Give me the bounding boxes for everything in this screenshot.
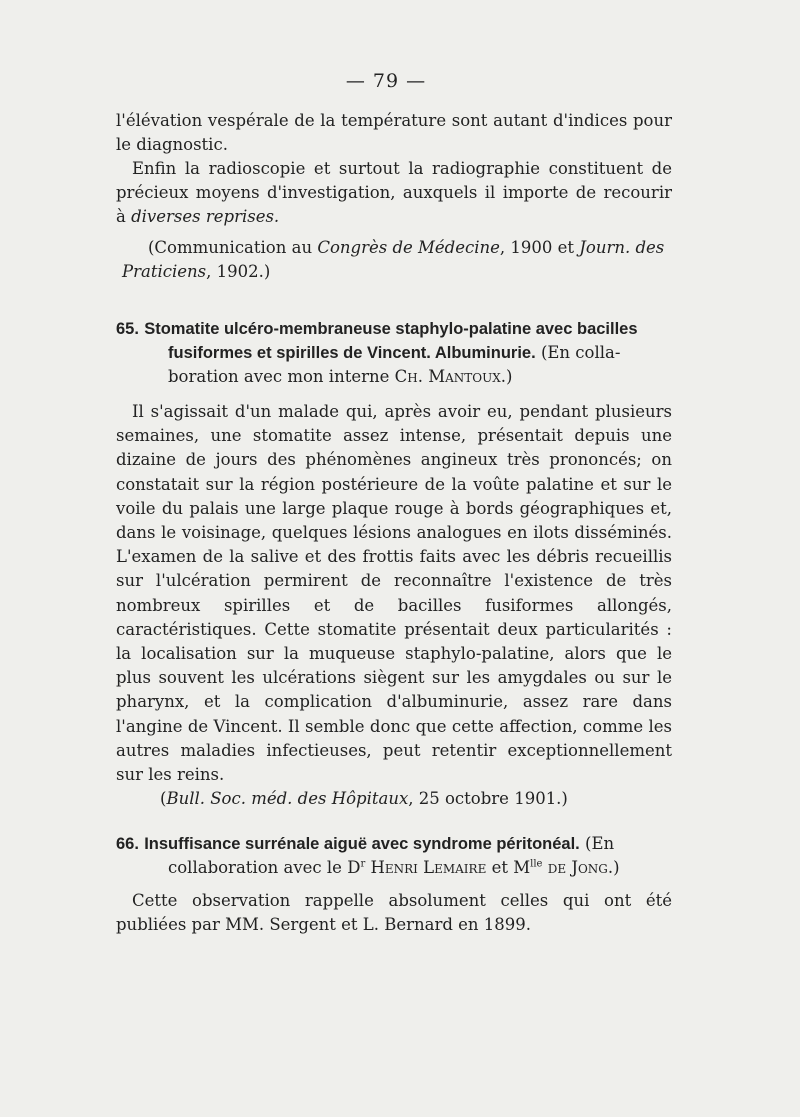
citation1-journal1: Congrès de Médecine (317, 238, 500, 257)
paragraph-stomatite: Il s'agissait d'un malade qui, après avoir eu, pendant plusieurs semaines, une stomatite assez intense, présentait depuis une dizaine de jours des phénomènes angineux très prononcés; on constatait sur la région postérieure de la voûte palatine et sur le voile du palais une large plaque rouge à bords géographiques et, dans le voisinage, quelques lésions analogues en ilots disséminés. L'examen de la salive et des frottis faits avec les débris recueillis sur l'ulcération permirent de reconnaître l'existence de très nombreux spirilles et de bacilles fusiformes allongés, caractéristiques. Cette stomatite présentait deux particularités : la localisation sur la muqueuse staphylo-palatine, alors que le plus souvent les ulcérations siègent sur les amygdales ou sur le pharynx, et la complication d'albuminurie, assez rare dans l'angine de Vincent. Il semble donc que cette affection, comme les autres maladies infectieuses, peut retentir exceptionnellement sur les reins. (116, 402, 672, 785)
entry66-name1: Henri Lemaire (370, 858, 487, 878)
citation1-prefix: (Communication au (148, 238, 313, 257)
entry66-sup1: r (360, 858, 366, 870)
entry66-number: 66. (116, 835, 139, 853)
entry66-mid: et M (486, 858, 531, 878)
entry66-note-a: (En (585, 834, 615, 853)
citation1-journal2a: Journ. des (579, 238, 665, 257)
entry66-name2: de Jong (547, 858, 608, 878)
entry65-number: 65. (116, 320, 139, 338)
citation-1 (116, 236, 672, 284)
citation-2 (116, 787, 716, 811)
paragraph-observation: Cette observation rappelle absolument celles qui ont été publiées par MM. Sergent et L. Bernard en 1899. (116, 891, 672, 935)
paragraph-radioscopie-text: Enfin la radioscopie et surtout la radiographie constituent de précieux moyens d'investigation, auxquels il importe de recourir à (116, 159, 672, 227)
citation1-mid: , 1900 et (499, 238, 575, 257)
entry65-title-line2: fusiformes et spirilles de Vincent. Albuminurie. (168, 344, 536, 363)
entry65-note-b: boration avec mon interne (168, 367, 390, 387)
entry66-sup2: lle (530, 858, 543, 870)
entry66-note-b: collaboration avec le D (168, 858, 361, 878)
entry65-note-name: Ch. Mantoux (394, 367, 501, 387)
citation2-date: , 25 octobre 1901.) (408, 789, 568, 808)
citation2-open: ( (160, 789, 167, 808)
citation1-suffix: , 1902.) (206, 262, 271, 282)
entry65-note-end: .) (500, 367, 513, 387)
citation1-journal2b: Praticiens (122, 262, 207, 282)
entry-65 (116, 317, 672, 390)
entry66-end: .) (607, 858, 620, 878)
entry65-note-a: (En colla- (540, 343, 621, 363)
citation2-journal: Bull. Soc. méd. des Hôpitaux (166, 789, 409, 808)
entry65-title-line1: Stomatite ulcéro-membraneuse staphylo-palatine avec bacilles (144, 320, 638, 338)
entry66-title: Insuffisance surrénale aiguë avec syndrome péritonéal. (144, 835, 580, 853)
paragraph-radioscopie (116, 157, 672, 230)
paragraph-continued: l'élévation vespérale de la température sont autant d'indices pour le diagnostic. (116, 111, 672, 155)
page-number: — 79 — (345, 70, 427, 92)
paragraph-radioscopie-italic: diverses reprises. (131, 207, 280, 227)
entry-66 (116, 832, 672, 880)
